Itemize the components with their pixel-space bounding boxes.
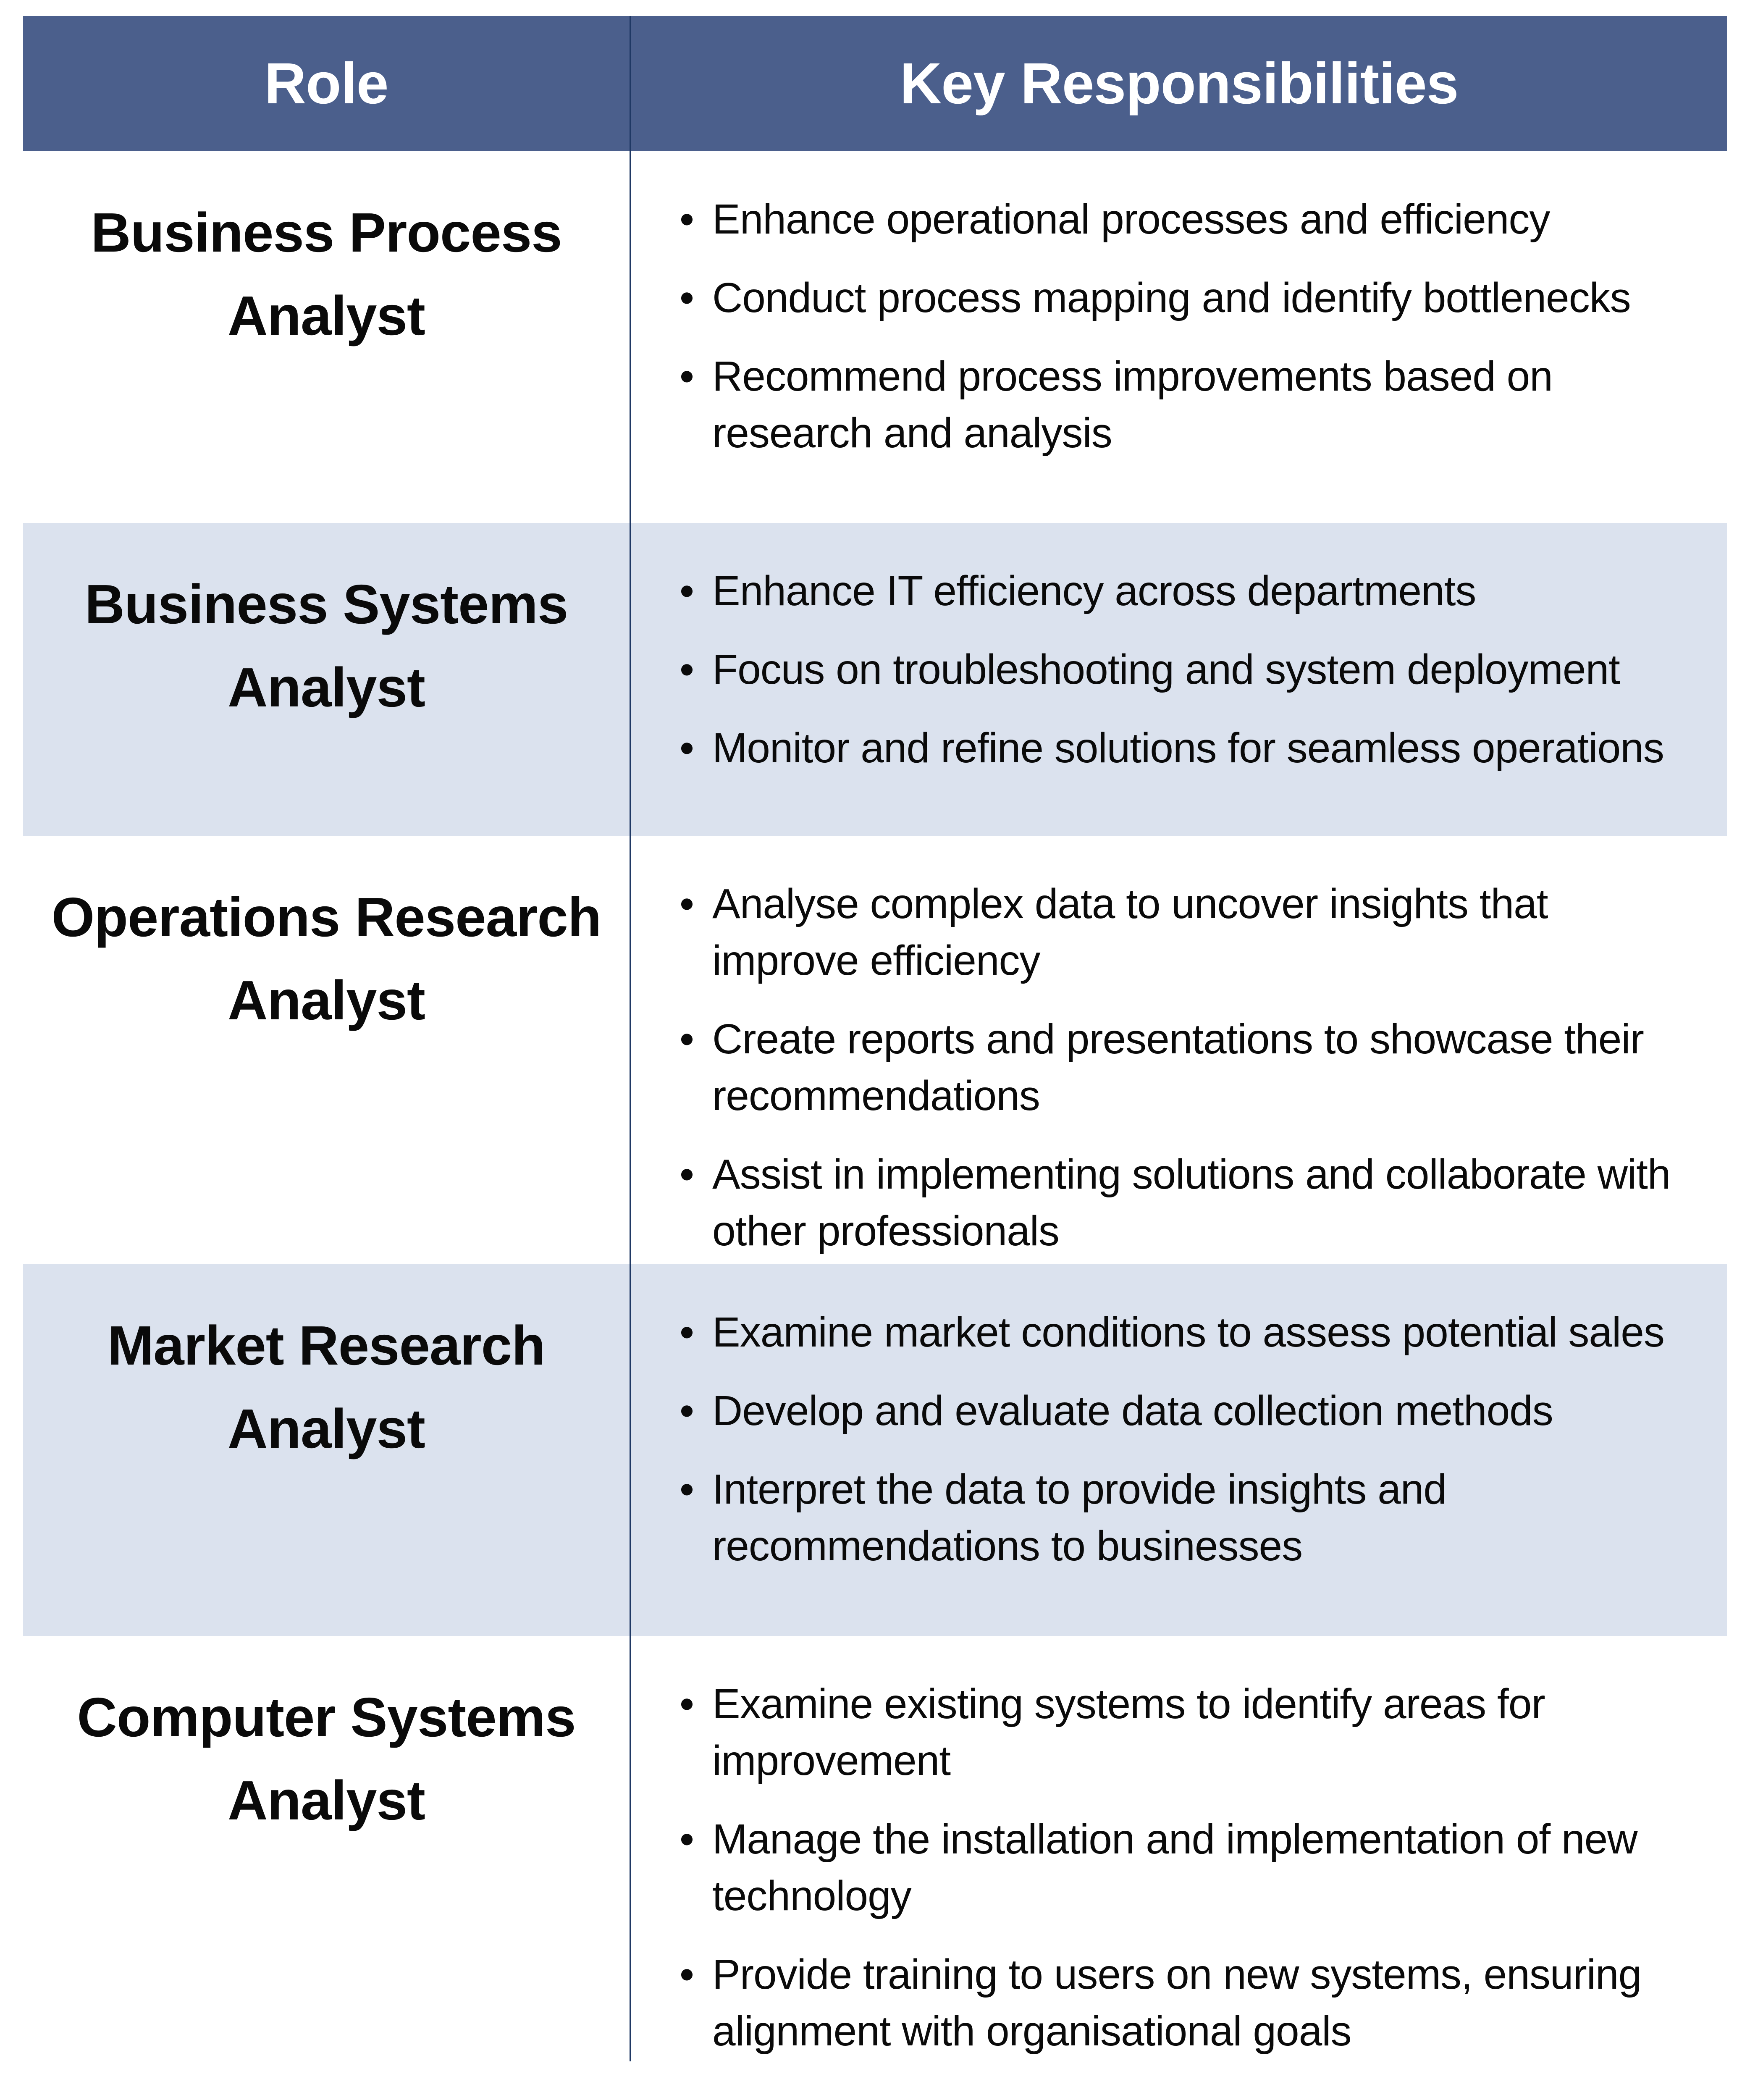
table-row	[23, 836, 1727, 1264]
responsibilities-cell	[631, 836, 1727, 1264]
bullet-item: • Develop and evaluate data collection methods	[675, 1383, 1687, 1439]
role-name	[23, 1636, 630, 1842]
role-name-line: Computer Systems	[77, 1686, 576, 1748]
bullet-item: • Interpret the data to provide insights and recommendations to businesses	[675, 1461, 1687, 1575]
role-name	[23, 523, 630, 729]
role-name	[23, 836, 630, 1042]
bullet-item: • Focus on troubleshooting and system deployment	[675, 641, 1687, 698]
role-name	[23, 151, 630, 357]
header-cell-responsibilities	[631, 16, 1727, 151]
responsibilities-list	[631, 523, 1727, 777]
header-role-label: Role	[264, 51, 388, 116]
responsibilities-cell	[631, 1264, 1727, 1636]
bullet-item: • Recommend process improvements based on research and analysis	[675, 348, 1687, 462]
role-name-line: Analyst	[228, 1769, 425, 1831]
responsibilities-list	[631, 1264, 1727, 1575]
role-cell	[23, 1264, 631, 1636]
role-name-line: Business Process	[91, 202, 562, 263]
role-name-line: Analyst	[228, 1398, 425, 1460]
table-row	[23, 151, 1727, 523]
bullet-item: • Enhance operational processes and efficiency	[675, 191, 1687, 248]
role-name-line: Business Systems	[84, 573, 568, 635]
responsibilities-list	[631, 836, 1727, 1260]
table-row	[23, 1264, 1727, 1636]
bullet-item: • Examine existing systems to identify areas for improvement	[675, 1676, 1687, 1789]
role-name	[23, 1264, 630, 1470]
bullet-item: • Manage the installation and implementation of new technology	[675, 1811, 1687, 1924]
bullet-item: • Examine market conditions to assess potential sales	[675, 1304, 1687, 1361]
role-name-line: Analyst	[228, 285, 425, 346]
header-cell-role	[23, 16, 631, 151]
bullet-item: • Conduct process mapping and identify bottlenecks	[675, 270, 1687, 326]
responsibilities-list	[631, 151, 1727, 462]
header-responsibilities-label: Key Responsibilities	[900, 51, 1459, 116]
role-name-line: Operations Research	[51, 886, 601, 948]
responsibilities-cell	[631, 1636, 1727, 2061]
table-header-row	[23, 16, 1727, 151]
role-name-line: Analyst	[228, 969, 425, 1031]
bullet-item: • Analyse complex data to uncover insights that improve efficiency	[675, 876, 1687, 989]
role-name-line: Market Research	[108, 1315, 545, 1376]
bullet-item: • Monitor and refine solutions for seamless operations	[675, 720, 1687, 777]
role-cell	[23, 523, 631, 836]
table-row	[23, 1636, 1727, 2061]
responsibilities-cell	[631, 151, 1727, 523]
bullet-item: • Assist in implementing solutions and collaborate with other professionals	[675, 1146, 1687, 1260]
role-cell	[23, 836, 631, 1264]
bullet-item: • Create reports and presentations to showcase their recommendations	[675, 1011, 1687, 1124]
table-body	[23, 151, 1727, 2061]
bullet-item: • Enhance IT efficiency across departments	[675, 563, 1687, 620]
table-row	[23, 523, 1727, 836]
roles-responsibilities-table	[23, 16, 1727, 2061]
role-name-line: Analyst	[228, 656, 425, 718]
role-cell	[23, 1636, 631, 2061]
role-cell	[23, 151, 631, 523]
responsibilities-list	[631, 1636, 1727, 2060]
responsibilities-cell	[631, 523, 1727, 836]
bullet-item: • Provide training to users on new systems, ensuring alignment with organisational goals	[675, 1946, 1687, 2060]
